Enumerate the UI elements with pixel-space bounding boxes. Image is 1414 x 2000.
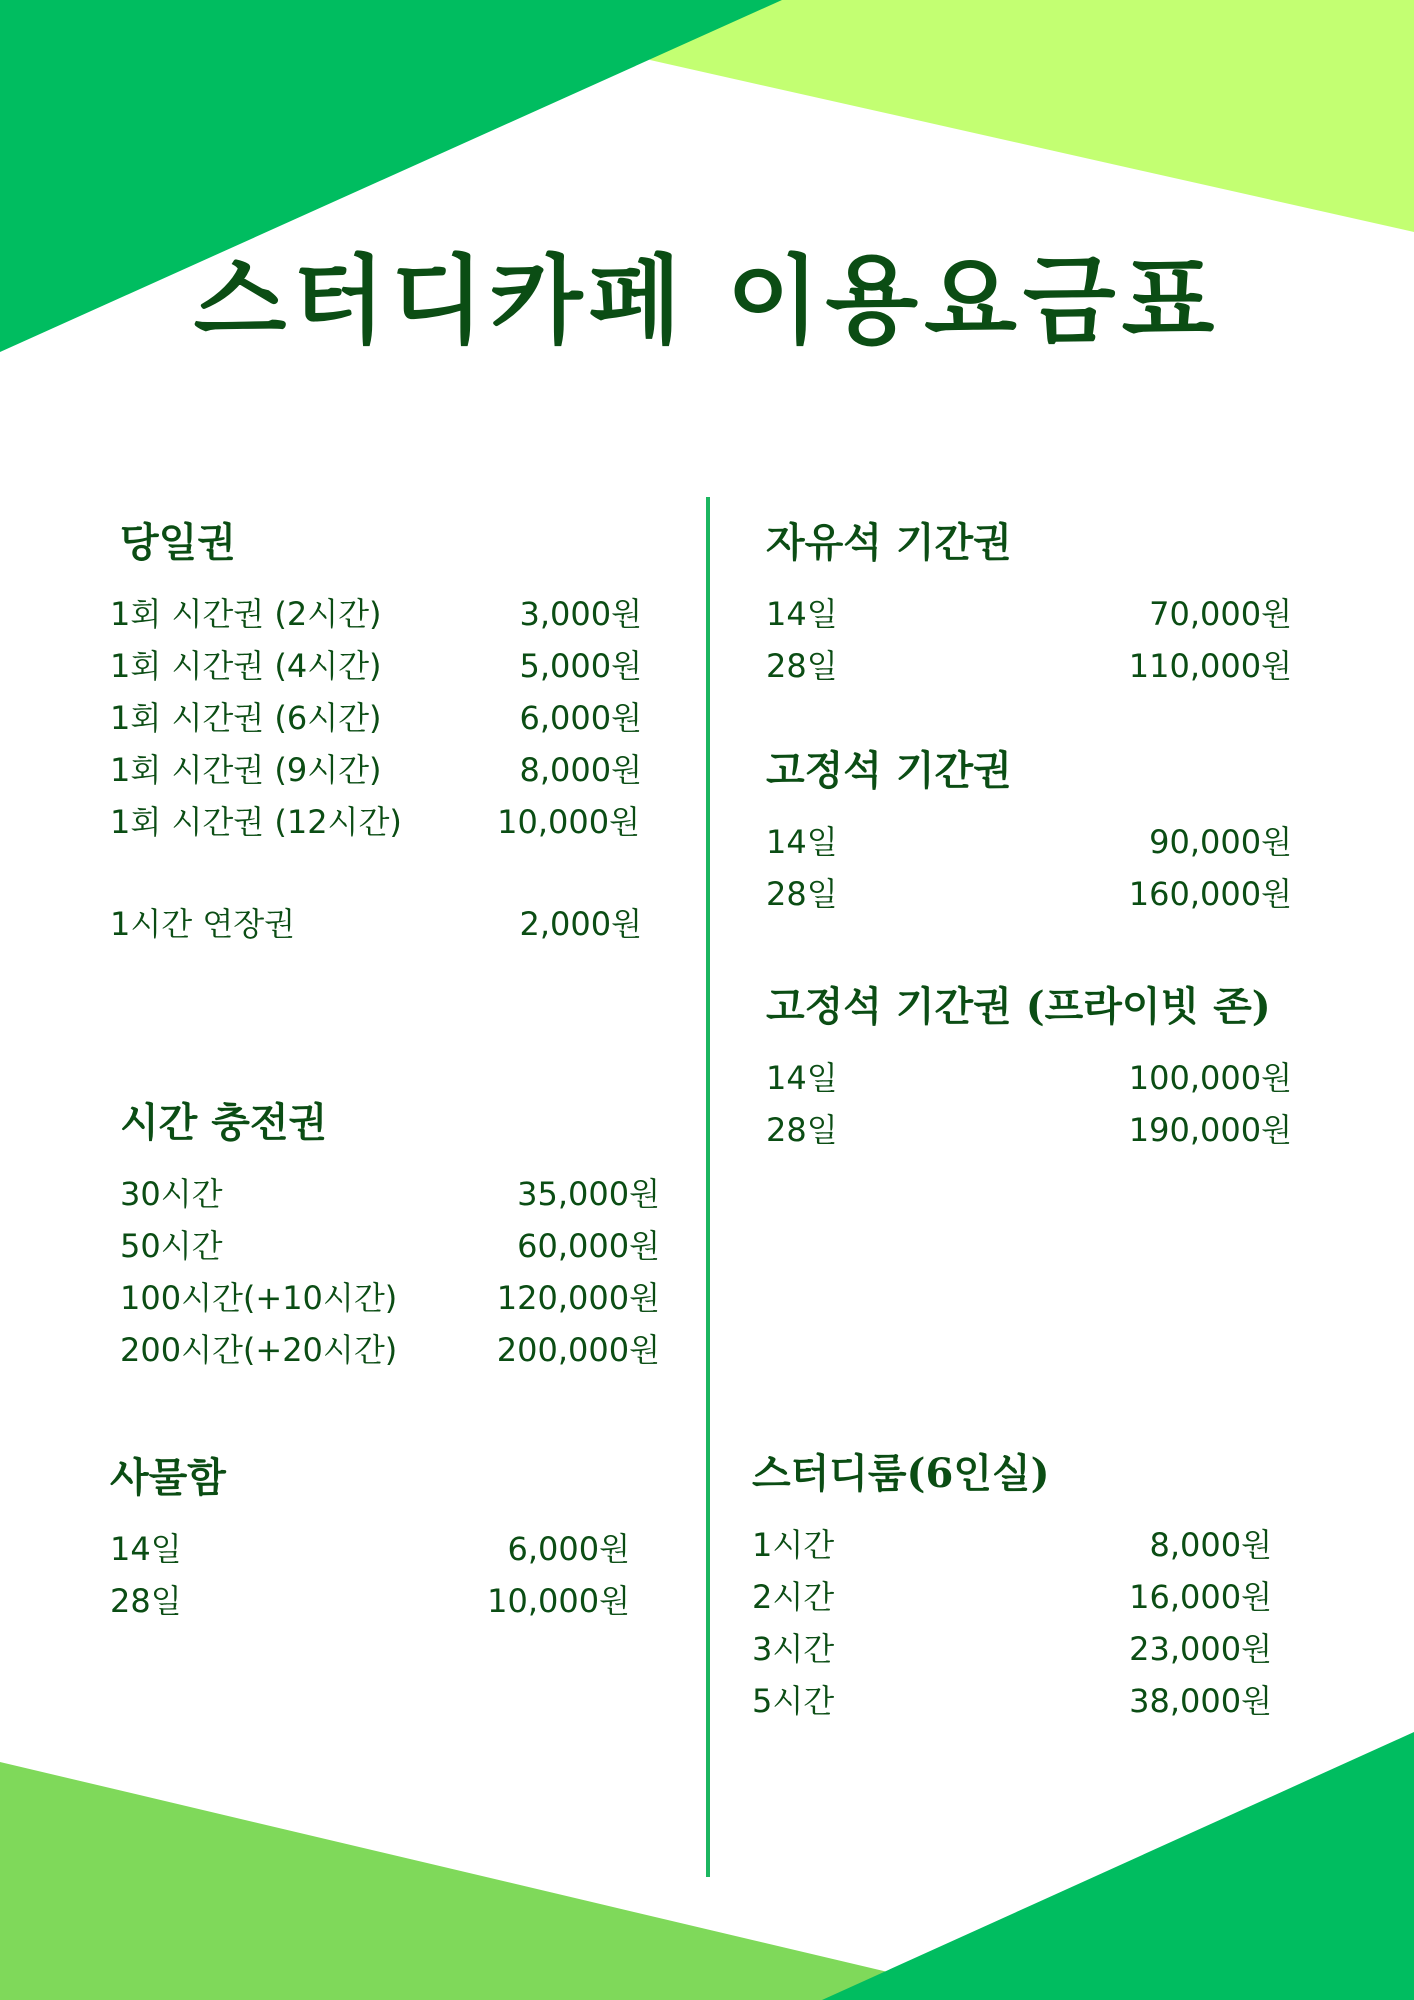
private-seat-section (766, 982, 1292, 1156)
price-row (766, 640, 1292, 692)
item-price: 6,000원 (519, 699, 642, 737)
item-price: 200,000원 (496, 1331, 660, 1369)
item-name: 50시간 (120, 1227, 223, 1265)
price-row (110, 692, 642, 744)
item-name: 28일 (766, 875, 838, 913)
item-price: 35,000원 (517, 1175, 660, 1213)
extension-row (110, 898, 642, 950)
price-row (120, 1220, 660, 1272)
price-row (110, 796, 642, 848)
locker-section (110, 1453, 630, 1627)
item-price: 90,000원 (1149, 823, 1292, 861)
price-row (766, 1052, 1292, 1104)
price-row (110, 1575, 630, 1627)
item-name: 2시간 (752, 1578, 835, 1616)
item-name: 200시간(+20시간) (120, 1331, 398, 1369)
item-price: 2,000원 (519, 905, 642, 943)
free-seat-heading: 자유석 기간권 (766, 519, 1012, 566)
price-row (766, 816, 1292, 868)
fixed-seat-section (766, 746, 1292, 920)
item-price: 6,000원 (507, 1530, 630, 1568)
item-price: 8,000원 (519, 751, 642, 789)
item-price: 110,000원 (1128, 647, 1292, 685)
item-price: 38,000원 (1129, 1682, 1272, 1720)
item-name: 1시간 연장권 (110, 905, 296, 943)
item-price: 190,000원 (1128, 1111, 1292, 1149)
item-price: 23,000원 (1129, 1630, 1272, 1668)
item-price: 10,000원 (497, 803, 640, 841)
item-name: 5시간 (752, 1682, 835, 1720)
item-price: 8,000원 (1149, 1526, 1272, 1564)
fixed-seat-heading: 고정석 기간권 (766, 747, 1012, 794)
item-name: 1회 시간권 (2시간) (110, 595, 382, 633)
day-pass-heading: 당일권 (120, 519, 236, 566)
item-price: 160,000원 (1128, 875, 1292, 913)
item-name: 100시간(+10시간) (120, 1279, 398, 1317)
item-name: 28일 (110, 1582, 182, 1620)
price-row (752, 1571, 1272, 1623)
item-name: 28일 (766, 647, 838, 685)
item-price: 70,000원 (1149, 595, 1292, 633)
item-price: 3,000원 (519, 595, 642, 633)
item-price: 5,000원 (519, 647, 642, 685)
item-name: 14일 (110, 1530, 182, 1568)
price-row (110, 588, 642, 640)
free-seat-section (766, 518, 1292, 692)
price-row (120, 1168, 660, 1220)
item-name: 1회 시간권 (4시간) (110, 647, 382, 685)
item-name: 14일 (766, 595, 838, 633)
time-charge-heading: 시간 충전권 (120, 1099, 328, 1146)
time-charge-section (120, 1098, 660, 1376)
item-name: 1회 시간권 (9시간) (110, 751, 382, 789)
item-name: 1시간 (752, 1526, 835, 1564)
locker-heading: 사물함 (110, 1454, 226, 1501)
price-row (752, 1675, 1272, 1727)
item-price: 10,000원 (487, 1582, 630, 1620)
item-price: 120,000원 (496, 1279, 660, 1317)
study-room-section (752, 1449, 1272, 1727)
price-row (766, 868, 1292, 920)
item-name: 14일 (766, 823, 838, 861)
price-row (120, 1272, 660, 1324)
column-divider (706, 497, 710, 1877)
price-row (110, 640, 642, 692)
item-name: 14일 (766, 1059, 838, 1097)
bottom-left-light-green-shape (0, 1762, 930, 2000)
price-row (766, 588, 1292, 640)
study-room-heading: 스터디룸(6인실) (752, 1450, 1050, 1497)
price-row (110, 1523, 630, 1575)
bottom-right-green-shape (822, 1732, 1414, 2000)
day-pass-section (110, 518, 642, 950)
price-row (752, 1519, 1272, 1571)
item-name: 3시간 (752, 1630, 835, 1668)
private-seat-heading: 고정석 기간권 (프라이빗 존) (766, 983, 1271, 1030)
item-name: 28일 (766, 1111, 838, 1149)
price-row (110, 744, 642, 796)
item-name: 1회 시간권 (12시간) (110, 803, 402, 841)
item-price: 100,000원 (1128, 1059, 1292, 1097)
top-right-lime-shape (600, 0, 1414, 232)
item-name: 30시간 (120, 1175, 223, 1213)
price-row (766, 1104, 1292, 1156)
item-price: 16,000원 (1129, 1578, 1272, 1616)
page-title: 스터디카페 이용요금표 (193, 244, 1221, 357)
price-row (120, 1324, 660, 1376)
price-row (752, 1623, 1272, 1675)
item-name: 1회 시간권 (6시간) (110, 699, 382, 737)
item-price: 60,000원 (517, 1227, 660, 1265)
